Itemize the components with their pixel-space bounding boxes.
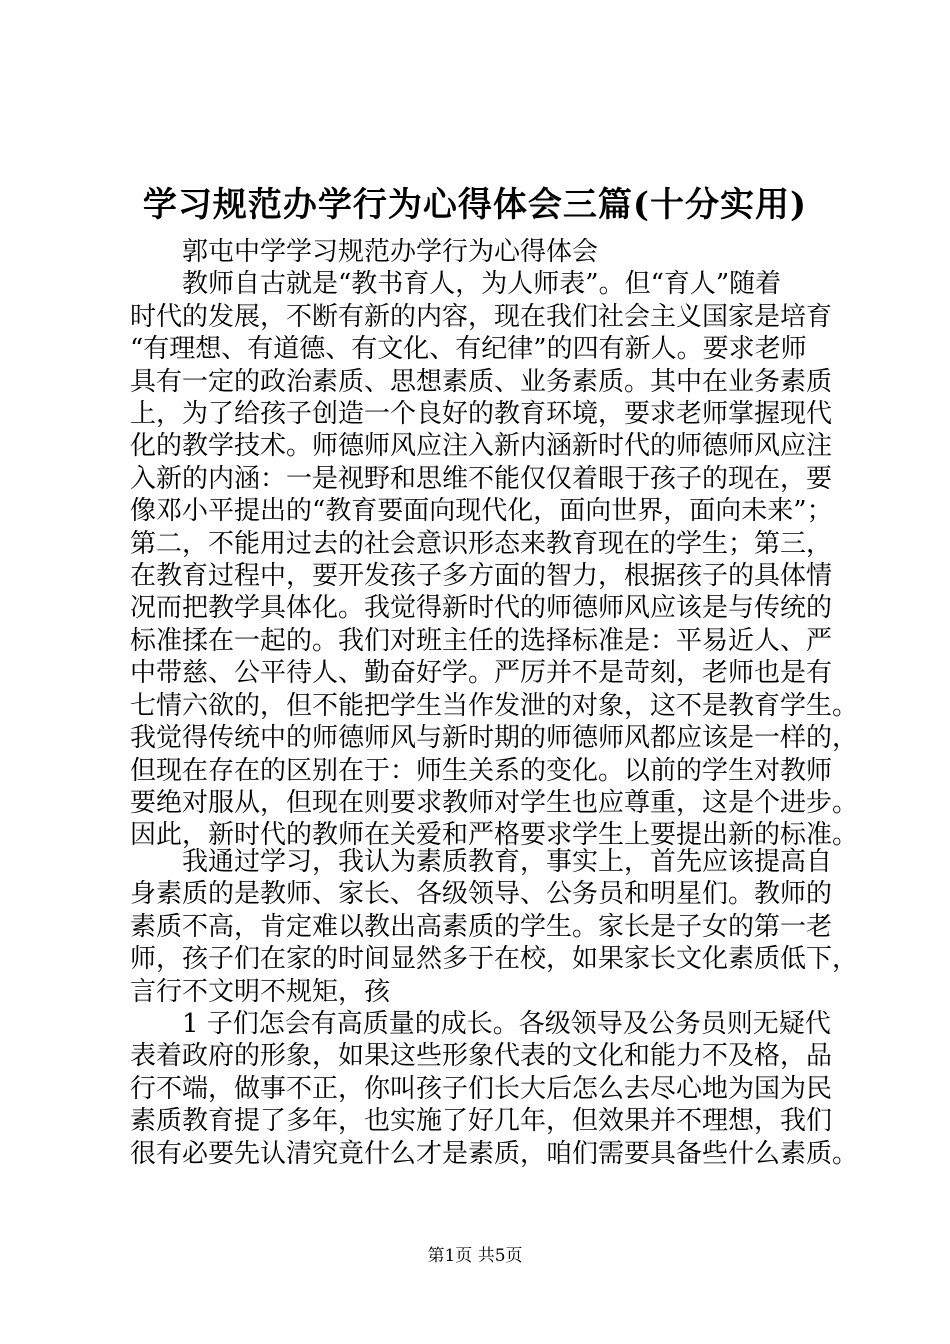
- paragraph-line: 像邓小平提出的“教育要面向现代化，面向世界，面向未来”；: [130, 496, 833, 527]
- paragraph-line: “有理想、有道德、有文化、有纪律”的四有新人。要求老师: [130, 334, 807, 365]
- paragraph-line: 我觉得传统中的师德师风与新时期的师德师风都应该是一样的，: [130, 723, 859, 754]
- paragraph-line: 身素质的是教师、家长、各级领导、公务员和明星们。教师的: [130, 879, 833, 910]
- paragraph-line: 在教育过程中，要开发孩子多方面的智力，根据孩子的具体情: [130, 561, 833, 592]
- paragraph-line: 上，为了给孩子创造一个良好的教育环境，要求老师掌握现代: [130, 399, 833, 430]
- document-title: 学习规范办学行为心得体会三篇(十分实用): [142, 185, 808, 225]
- paragraph-line: 具有一定的政治素质、思想素质、业务素质。其中在业务素质: [130, 366, 833, 397]
- paragraph-line: 但现在存在的区别在于：师生关系的变化。以前的学生对教师: [130, 755, 833, 786]
- section-1: [130, 236, 859, 852]
- paragraph-line: 中带慈、公平待人、勤奋好学。严厉并不是苛刻，老师也是有: [130, 658, 833, 689]
- paragraph-line: 况而把教学具体化。我觉得新时代的师德师风应该是与传统的: [130, 593, 833, 624]
- paragraph-line: 标准揉在一起的。我们对班主任的选择标准是：平易近人、严: [130, 625, 833, 656]
- paragraph-line: 教师自古就是“教书育人，为人师表”。但“育人”随着: [182, 269, 782, 300]
- subtitle-line: 郭屯中学学习规范办学行为心得体会: [182, 237, 599, 267]
- paragraph-line: 言行不文明不规矩，孩: [130, 976, 391, 1007]
- paragraph-line: 要绝对服从，但现在则要求教师对学生也应尊重，这是个进步。: [130, 787, 859, 818]
- paragraph-line: 表着政府的形象，如果这些形象代表的文化和能力不及格，品: [130, 1041, 833, 1072]
- paragraph-line: 因此，新时代的教师在关爱和严格要求学生上要提出新的标准。: [130, 820, 859, 851]
- paragraph-line: 1 子们怎会有高质量的成长。各级领导及公务员则无疑代: [182, 1009, 831, 1040]
- paragraph-line: 第二，不能用过去的社会意识形态来教育现在的学生；第三，: [130, 528, 833, 559]
- page-footer: 第1页 共5页: [427, 1246, 523, 1266]
- paragraph-line: 很有必要先认清究竟什么才是素质，咱们需要具备些什么素质。: [130, 1138, 859, 1169]
- paragraph-line: 时代的发展，不断有新的内容，现在我们社会主义国家是培育: [130, 301, 833, 332]
- paragraph-line: 素质教育提了多年，也实施了好几年，但效果并不理想，我们: [130, 1106, 833, 1137]
- paragraph-line: 行不端，做事不正，你叫孩子们长大后怎么去尽心地为国为民: [130, 1073, 833, 1104]
- paragraph-line: 化的教学技术。师德师风应注入新内涵新时代的师德师风应注: [130, 431, 833, 462]
- paragraph-line: 素质不高，肯定难以教出高素质的学生。家长是子女的第一老: [130, 911, 833, 942]
- paragraph-line: 七情六欲的，但不能把学生当作发泄的对象，这不是教育学生。: [130, 690, 859, 721]
- section-2: [130, 846, 859, 1170]
- paragraph-line: 入新的内涵：一是视野和思维不能仅仅着眼于孩子的现在，要: [130, 463, 833, 494]
- paragraph-line: 我通过学习，我认为素质教育，事实上，首先应该提高自: [182, 847, 833, 877]
- paragraph-line: 师，孩子们在家的时间显然多于在校，如果家长文化素质低下，: [130, 944, 859, 975]
